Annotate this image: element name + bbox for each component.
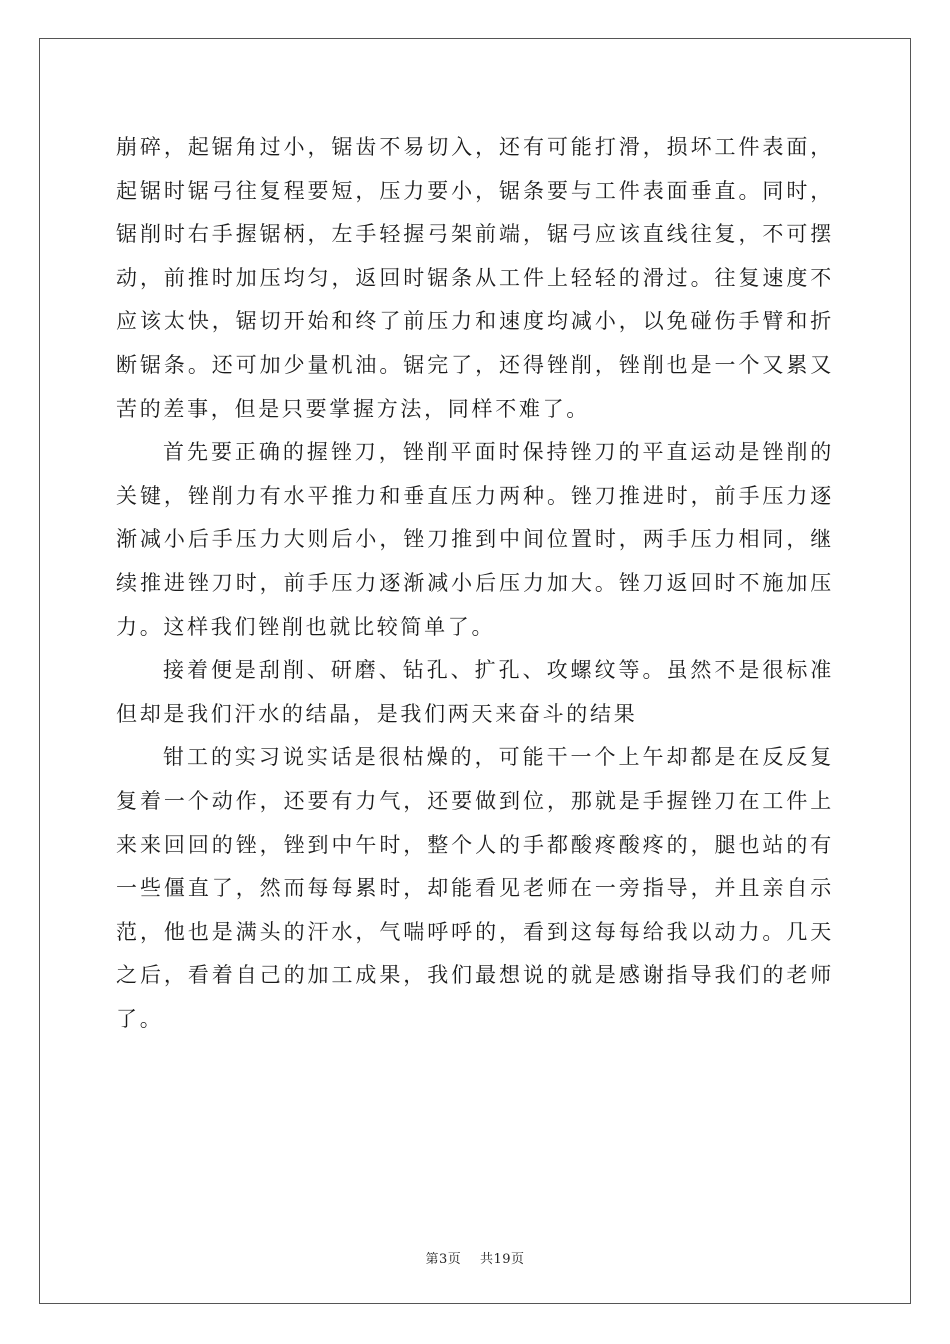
page-number-current: 第3页	[425, 1252, 462, 1267]
paragraph-3: 接着便是刮削、研磨、钻孔、扩孔、攻螺纹等。虽然不是很标准但却是我们汗水的结晶，是我们两天来奋斗的结果	[116, 658, 834, 726]
page-footer	[0, 1248, 950, 1267]
paragraph-1: 崩碎，起锯角过小，锯齿不易切入，还有可能打滑，损坏工件表面，起锯时锯弓往复程要短，压力要小，锯条要与工件表面垂直。同时，锯削时右手握锯柄，左手轻握弓架前端，锯弓应该直线往复，不可摆动，前推时加压均匀，返回时锯条从工件上轻轻的滑过。往复速度不应该太快，锯切开始和终了前压力和速度均减小，以免碰伤手臂和折断锯条。还可加少量机油。锯完了，还得锉削，锉削也是一个又累又苦的差事，但是只要掌握方法，同样不难了。	[116, 135, 834, 421]
paragraph-4: 钳工的实习说实话是很枯燥的，可能干一个上午却都是在反反复复着一个动作，还要有力气，还要做到位，那就是手握锉刀在工件上来来回回的锉，锉到中午时，整个人的手都酸疼酸疼的，腿也站的有一些僵直了，然而每每累时，却能看见老师在一旁指导，并且亲自示范，他也是满头的汗水，气喘呼呼的，看到这每每给我以动力。几天之后，看着自己的加工成果，我们最想说的就是感谢指导我们的老师了。	[116, 745, 834, 1031]
page-number-total: 共19页	[479, 1252, 525, 1267]
paragraph-2: 首先要正确的握锉刀，锉削平面时保持锉刀的平直运动是锉削的关键，锉削力有水平推力和垂直压力两种。锉刀推进时，前手压力逐渐减小后手压力大则后小，锉刀推到中间位置时，两手压力相同，继续推进锉刀时，前手压力逐渐减小后压力加大。锉刀返回时不施加压力。这样我们锉削也就比较简单了。	[116, 440, 834, 639]
document-body	[116, 126, 834, 1041]
